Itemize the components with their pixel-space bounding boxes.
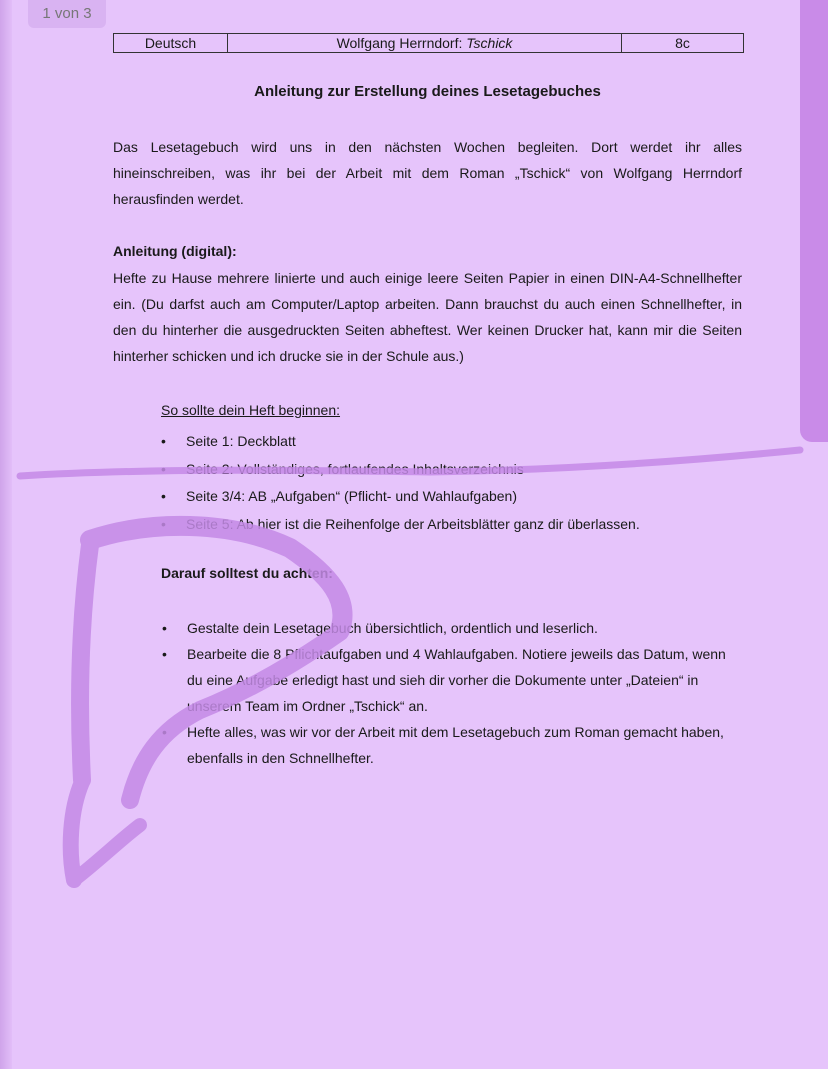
- list-item: • Seite 2: Vollständiges, fortlaufendes Inhaltsverzeichnis: [161, 456, 640, 484]
- header-class: 8c: [675, 35, 690, 51]
- anleitung-paragraph: Hefte zu Hause mehrere linierte und auch einige leere Seiten Papier in einen DIN-A4-Schnellhefter ein. (Du darfst auch am Computer/Laptop arbeiten. Dann brauchst du auch einen Schnellhefter, in den du hinterher die ausgedruckten Seiten abheftest. Wer keinen Drucker hat, kann mir die Seiten hinterher schicken und ich drucke sie in der Schule aus.): [113, 270, 742, 364]
- header-subject: Deutsch: [114, 34, 228, 52]
- list-item: • Hefte alles, was wir vor der Arbeit mit dem Lesetagebuch zum Roman gemacht haben, ebenfalls in den Schnellhefter.: [162, 719, 742, 771]
- heft-list: [161, 428, 640, 538]
- page-indicator: 1 von 3: [28, 0, 106, 28]
- scrollbar[interactable]: [800, 0, 828, 442]
- list-item: • Seite 3/4: AB „Aufgaben“ (Pflicht- und Wahlaufgaben): [161, 483, 640, 511]
- heft-heading: So sollte dein Heft beginnen:: [161, 402, 341, 418]
- document-title: Anleitung zur Erstellung deines Lesetagebuches: [254, 83, 601, 100]
- header-book-author: Wolfgang Herrndorf:: [336, 35, 463, 51]
- list-item: • Seite 1: Deckblatt: [161, 428, 640, 456]
- header-book: [228, 34, 622, 52]
- header-table: [113, 33, 744, 53]
- list-item: • Gestalte dein Lesetagebuch übersichtlich, ordentlich und leserlich.: [162, 615, 742, 641]
- header-book-title: Tschick: [466, 35, 513, 51]
- darauf-list: [162, 615, 742, 771]
- list-item: • Seite 5: Ab hier ist die Reihenfolge der Arbeitsblätter ganz dir überlassen.: [161, 511, 640, 539]
- anleitung-heading: Anleitung (digital):: [113, 243, 237, 259]
- page-left-edge: [0, 0, 12, 1069]
- intro-paragraph: Das Lesetagebuch wird uns in den nächsten Wochen begleiten. Dort werdet ihr alles hineinschreiben, was ihr bei der Arbeit mit dem Roman „Tschick“ von Wolfgang Herrndorf herausfinden werdet.: [113, 139, 742, 207]
- darauf-heading: Darauf solltest du achten:: [161, 565, 333, 581]
- list-item: • Bearbeite die 8 Pflichtaufgaben und 4 Wahlaufgaben. Notiere jeweils das Datum, wenn du eine Aufgabe erledigt hast und sieh dir vorher die Dokumente unter „Dateien“ in unserem Team im Ordner „Tschick“ an.: [162, 641, 742, 719]
